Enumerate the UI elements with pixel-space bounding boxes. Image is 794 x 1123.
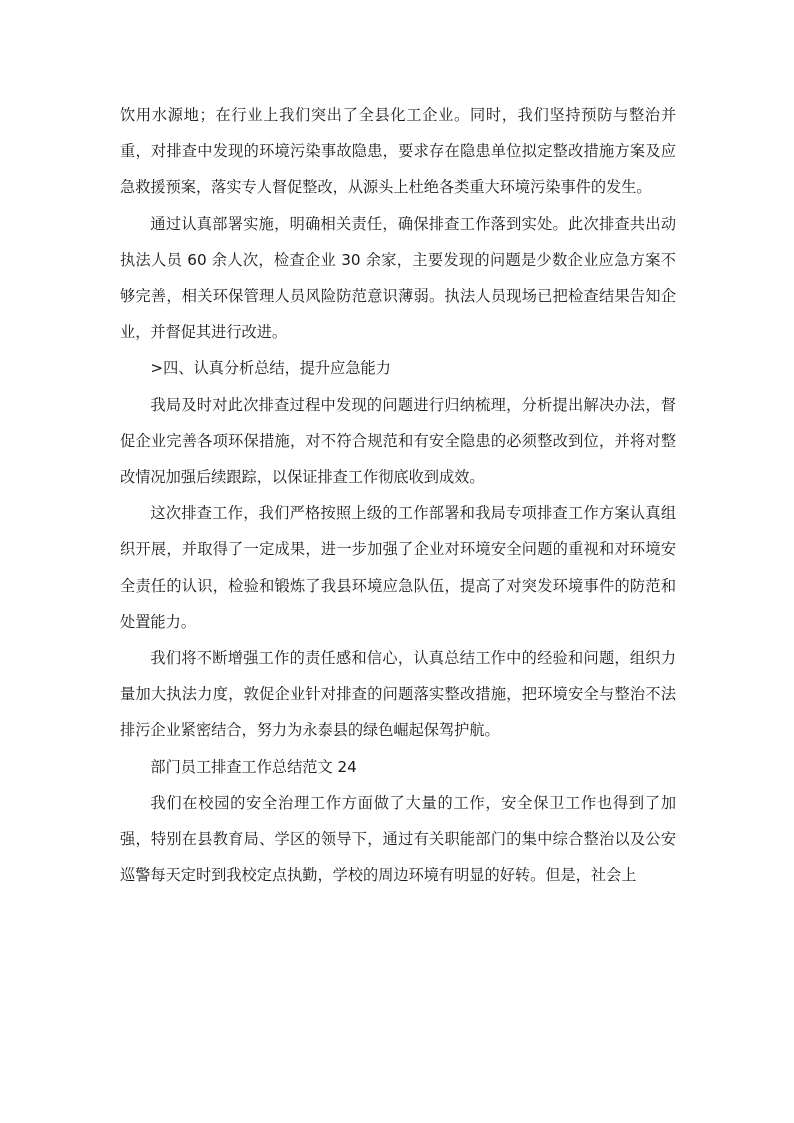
paragraph-campus-safety: 我们在校园的安全治理工作方面做了大量的工作，安全保卫工作也得到了加强，特别在县教育局、学区的领导下，通过有关职能部门的集中综合整治以及公安巡警每天定时到我校定点执勤，学校的周边环境有明显的好转。但是，社会上 — [120, 793, 676, 885]
paragraph-inspection-results: 通过认真部署实施，明确相关责任，确保排查工作落到实处。此次排查共出动执法人员 60 余人次，检查企业 30 余家，主要发现的问题是少数企业应急方案不够完善，相关环保管理人员风险防范意识薄弱。执法人员现场已把检查结果告知企业，并督促其进行改进。 — [120, 214, 676, 342]
sample-title-24: 部门员工排查工作总结范文 24 — [150, 757, 357, 776]
section-heading-four: >四、认真分析总结，提升应急能力 — [150, 359, 391, 378]
paragraph-future-work: 我们将不断增强工作的责任感和信心，认真总结工作中的经验和问题，组织力量加大执法力度，敦促企业针对排查的问题落实整改措施，把环境安全与整治不法排污企业紧密结合，努力为永泰县的绿色崛起保驾护航。 — [120, 649, 676, 740]
paragraph-achievements: 这次排查工作，我们严格按照上级的工作部署和我局专项排查工作方案认真组织开展，并取得了一定成果，进一步加强了企业对环境安全问题的重视和对环境安全责任的认识，检验和锻炼了我县环境应急队伍，提高了对突发环境事件的防范和处置能力。 — [120, 504, 676, 631]
document-body — [120, 97, 676, 893]
paragraph-intro-continuation: 饮用水源地；在行业上我们突出了全县化工企业。同时，我们坚持预防与整治并重，对排查中发现的环境污染事故隐患，要求存在隐患单位拟定整改措施方案及应急救援预案，落实专人督促整改，从源头上杜绝各类重大环境污染事件的发生。 — [120, 106, 676, 197]
paragraph-analysis-summary: 我局及时对此次排查过程中发现的问题进行归纳梳理，分析提出解决办法，督促企业完善各项环保措施，对不符合规范和有安全隐患的必须整改到位，并将对整改情况加强后续跟踪，以保证排查工作彻底收到成效。 — [120, 395, 676, 487]
